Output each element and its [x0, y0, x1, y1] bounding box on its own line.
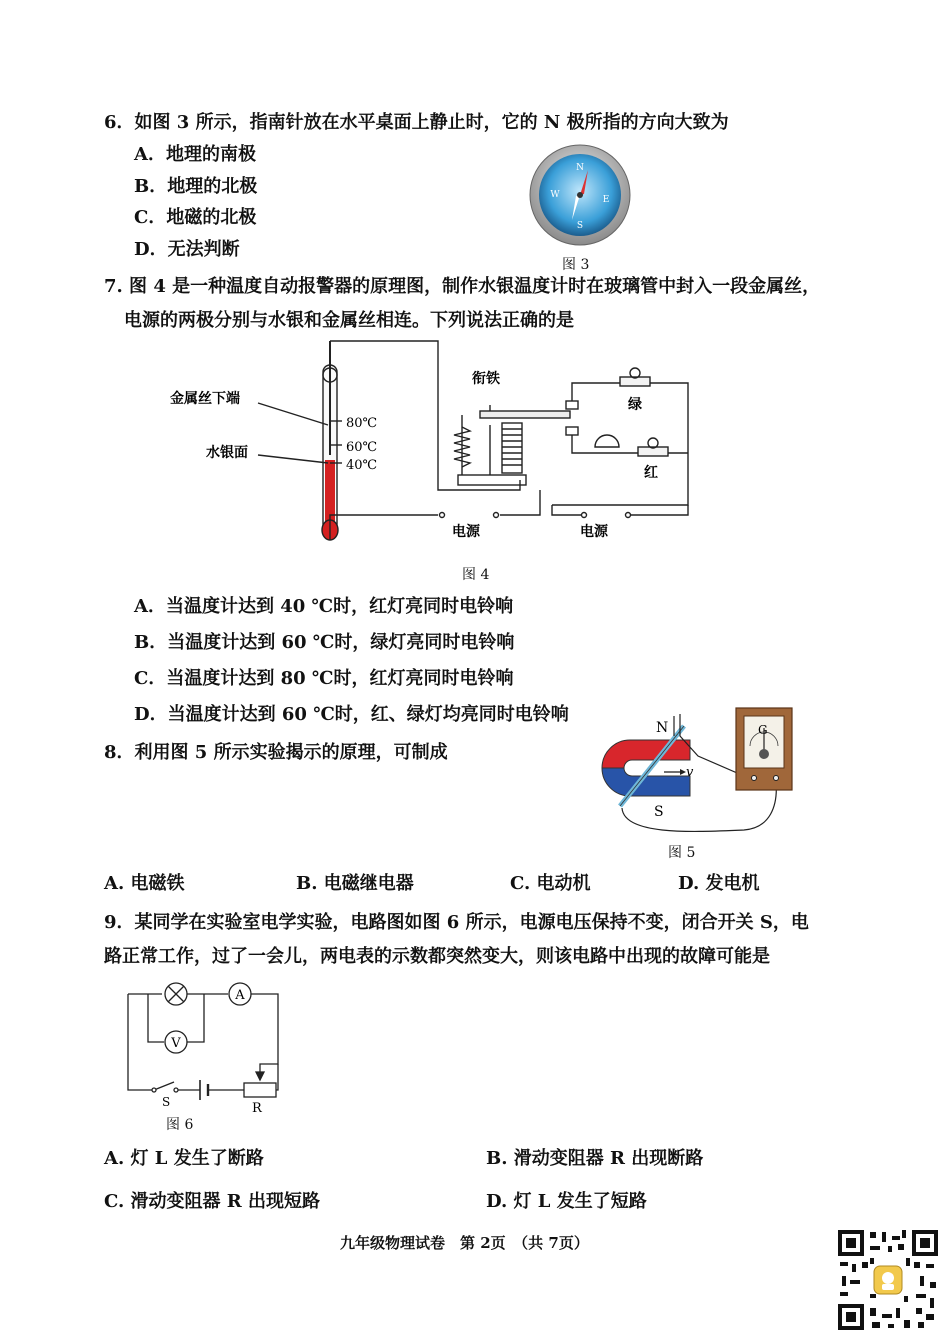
label-n: N [656, 720, 669, 736]
label-green: 绿 [628, 397, 642, 413]
alarm-circuit-figure [150, 335, 710, 550]
fault-circuit-figure [120, 978, 290, 1118]
q6-option-a: A．地理的南极 [134, 144, 256, 165]
q8-option-a: A. 电磁铁 [104, 873, 185, 894]
q9-option-b: B. 滑动变阻器 R 出现断路 [486, 1148, 704, 1169]
q8-option-d: D. 发电机 [678, 873, 760, 894]
switch-label: S [162, 1095, 171, 1109]
label-power-right: 电源 [580, 524, 608, 540]
label-wire-end: 金属丝下端 [170, 391, 240, 407]
q6-option-b: B．地理的北极 [134, 176, 258, 197]
compass-n: N [576, 163, 584, 173]
page-footer: 九年级物理试卷 第 2页 （共 7页） [340, 1234, 589, 1252]
q6-option-c: C．地磁的北极 [134, 207, 257, 228]
label-red: 红 [644, 465, 658, 481]
compass-e: E [602, 195, 610, 205]
label-60c: 60℃ [346, 440, 378, 455]
figure-5-caption: 图 5 [668, 845, 696, 861]
generator-experiment-figure [594, 706, 826, 842]
figure-4-caption: 图 4 [462, 567, 490, 583]
q7-option-a: A．当温度计达到 40 ℃时，红灯亮同时电铃响 [134, 596, 514, 617]
q8-option-c: C. 电动机 [510, 873, 591, 894]
q9-stem-line2: 路正常工作，过了一会儿，两电表的示数都突然变大，则该电路中出现的故障可能是 [104, 946, 770, 967]
compass-figure [528, 142, 632, 252]
label-80c: 80℃ [346, 416, 378, 431]
q7-stem-line2: 电源的两极分别与水银和金属丝相连。下列说法正确的是 [124, 310, 574, 331]
voltmeter-label: V [171, 1036, 181, 1051]
label-armature: 衔铁 [472, 371, 500, 387]
q9-option-d: D. 灯 L 发生了短路 [486, 1191, 647, 1212]
q7-option-d: D．当温度计达到 60 ℃时，红、绿灯均亮同时电铃响 [134, 704, 569, 725]
qr-code-icon [836, 1228, 940, 1332]
figure-3-caption: 图 3 [562, 257, 590, 273]
q9-stem-line1: 9．某同学在实验室电学实验，电路图如图 6 所示，电源电压保持不变，闭合开关 S，电 [104, 912, 809, 933]
resistor-label: R [252, 1101, 262, 1116]
label-v: v [686, 765, 694, 780]
compass-s: S [576, 221, 584, 231]
q6-option-d: D．无法判断 [134, 239, 240, 260]
label-40c: 40℃ [346, 458, 378, 473]
q7-stem-line1: 7. 图 4 是一种温度自动报警器的原理图，制作水银温度计时在玻璃管中封入一段金属丝， [104, 276, 821, 297]
q9-option-c: C. 滑动变阻器 R 出现短路 [104, 1191, 321, 1212]
compass-w: W [550, 190, 560, 200]
label-power-left: 电源 [452, 524, 480, 540]
label-mercury: 水银面 [206, 445, 248, 461]
rheostat-symbol [244, 1083, 276, 1097]
q8-option-b: B. 电磁继电器 [296, 873, 414, 894]
q9-option-a: A. 灯 L 发生了断路 [104, 1148, 264, 1169]
ammeter-label: A [235, 988, 245, 1003]
figure-6-caption: 图 6 [166, 1117, 194, 1133]
label-g: G [758, 723, 768, 737]
label-s: S [654, 804, 664, 820]
q7-option-b: B．当温度计达到 60 ℃时，绿灯亮同时电铃响 [134, 632, 515, 653]
q8-stem: 8．利用图 5 所示实验揭示的原理，可制成 [104, 742, 448, 763]
q7-option-c: C．当温度计达到 80 ℃时，红灯亮同时电铃响 [134, 668, 514, 689]
magnet-n-pole [602, 740, 690, 768]
q6-stem: 6．如图 3 所示，指南针放在水平桌面上静止时，它的 N 极所指的方向大致为 [104, 112, 729, 133]
